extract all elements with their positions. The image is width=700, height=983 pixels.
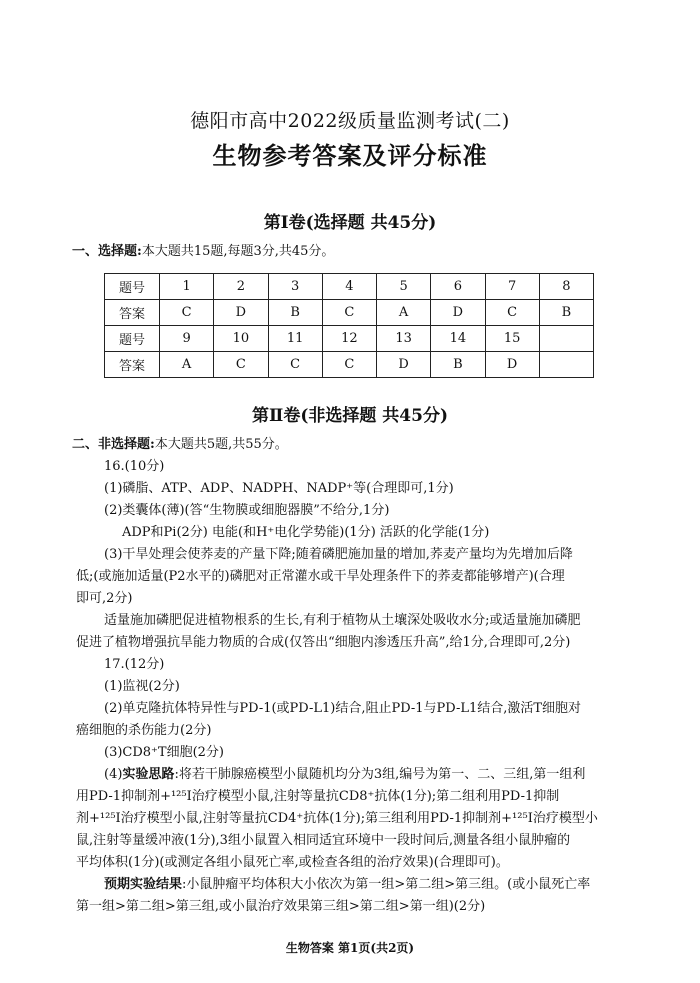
table-cell: C	[322, 300, 376, 326]
table-cell	[539, 352, 593, 378]
q17-title: 17.(12分)	[104, 657, 165, 672]
part2-intro-label: 二、非选择题:	[72, 437, 155, 452]
part2-intro	[72, 437, 288, 453]
q16-answer-3-line2: 低;(或施加适量(P2水平的)磷肥对正常灌水或干旱处理条件下的荞麦都能够增产)(合理	[76, 569, 565, 584]
q16-answer-3-line3: 即可,2分)	[76, 591, 133, 606]
table-row	[105, 300, 594, 326]
table-row-label: 答案	[105, 300, 160, 326]
part1-intro-label: 一、选择题:	[72, 244, 142, 259]
table-cell: C	[485, 300, 539, 326]
table-cell: 8	[539, 274, 593, 300]
q17-result-text: :小鼠肿瘤平均体积大小依次为第一组>第二组>第三组。(或小鼠死亡率	[182, 877, 591, 892]
table-cell: B	[539, 300, 593, 326]
q17-result-line1	[104, 877, 590, 893]
q17-answer-4-line1	[104, 767, 585, 783]
q17-answer-4-prefix: (4)	[104, 767, 123, 782]
table-cell: 12	[322, 326, 376, 352]
table-cell: 2	[214, 274, 268, 300]
table-cell: 6	[431, 274, 485, 300]
table-cell: 9	[160, 326, 214, 352]
q17-answer-3: (3)CD8⁺T细胞(2分)	[104, 745, 225, 760]
table-cell: D	[214, 300, 268, 326]
table-cell: B	[268, 300, 322, 326]
q16-answer-3-line4: 适量施加磷肥促进植物根系的生长,有利于植物从土壤深处吸收水分;或适量施加磷肥	[104, 613, 581, 628]
table-cell: 13	[377, 326, 431, 352]
q16-answer-2: (2)类囊体(薄)(答“生物膜或细胞器膜”不给分,1分)	[104, 503, 390, 518]
q17-answer-4-line2: 用PD-1抑制剂+¹²⁵I治疗模型小鼠,注射等量抗CD8⁺抗体(1分);第二组利用PD-1抑制	[76, 789, 560, 804]
table-cell	[539, 326, 593, 352]
q17-answer-1: (1)监视(2分)	[104, 679, 180, 694]
table-cell: 10	[214, 326, 268, 352]
table-cell: C	[268, 352, 322, 378]
q17-answer-4-line3: 剂+¹²⁵I治疗模型小鼠,注射等量抗CD4⁺抗体(1分);第三组利用PD-1抑制剂+¹²⁵I治疗模型小	[76, 811, 598, 826]
table-row-label: 答案	[105, 352, 160, 378]
q17-answer-2-line1: (2)单克隆抗体特异性与PD-1(或PD-L1)结合,阻止PD-1与PD-L1结合,激活T细胞对	[104, 701, 582, 716]
table-cell: C	[214, 352, 268, 378]
part2-heading: 第Ⅱ卷(非选择题 共45分)	[252, 406, 448, 426]
q17-result-line2: 第一组>第二组>第三组,或小鼠治疗效果第三组>第二组>第一组)(2分)	[76, 899, 486, 914]
table-row-label: 题号	[105, 326, 160, 352]
table-cell: 4	[322, 274, 376, 300]
q16-title: 16.(10分)	[104, 459, 165, 474]
table-cell: 3	[268, 274, 322, 300]
table-cell: 11	[268, 326, 322, 352]
table-cell: D	[485, 352, 539, 378]
table-cell: A	[160, 352, 214, 378]
q17-answer-2-line2: 癌细胞的杀伤能力(2分)	[76, 723, 212, 738]
table-cell: 1	[160, 274, 214, 300]
part1-intro-text: 本大题共15题,每题3分,共45分。	[141, 244, 335, 259]
q17-result-label: 预期实验结果	[104, 877, 183, 892]
table-row	[105, 352, 594, 378]
exam-title: 德阳市高中2022级质量监测考试(二)	[190, 110, 510, 132]
part2-intro-text: 本大题共5题,共55分。	[154, 437, 288, 452]
answer-table	[104, 273, 594, 378]
q17-answer-4-line4: 鼠,注射等量缓冲液(1分),3组小鼠置入相同适宜环境中一段时间后,测量各组小鼠肿瘤的	[76, 833, 571, 848]
table-cell: A	[377, 300, 431, 326]
q16-answer-1: (1)磷脂、ATP、ADP、NADPH、NADP⁺等(合理即可,1分)	[104, 481, 454, 496]
table-cell: 15	[485, 326, 539, 352]
table-cell: 14	[431, 326, 485, 352]
q16-answer-3-line5: 促进了植物增强抗旱能力物质的合成(仅答出“细胞内渗透压升高”,给1分,合理即可,2分)	[76, 635, 571, 650]
table-row	[105, 274, 594, 300]
part1-heading: 第Ⅰ卷(选择题 共45分)	[263, 213, 437, 233]
table-cell: B	[431, 352, 485, 378]
table-row	[105, 326, 594, 352]
q17-answer-4-text: :将若干肺腺癌模型小鼠随机均分为3组,编号为第一、二、三组,第一组利	[174, 767, 586, 782]
table-row-label: 题号	[105, 274, 160, 300]
document-title: 生物参考答案及评分标准	[212, 142, 488, 170]
table-cell: D	[377, 352, 431, 378]
table-cell: C	[160, 300, 214, 326]
table-cell: D	[431, 300, 485, 326]
q16-answer-3-line1: (3)干旱处理会使荞麦的产量下降;随着磷肥施加量的增加,荞麦产量均为先增加后降	[104, 547, 573, 562]
table-cell: 5	[377, 274, 431, 300]
part1-intro	[72, 244, 334, 260]
table-cell: 7	[485, 274, 539, 300]
q17-answer-4-line5: 平均体积(1分)(或测定各组小鼠死亡率,或检查各组的治疗效果)(合理即可)。	[76, 855, 509, 870]
page-footer: 生物答案 第1页(共2页)	[285, 941, 415, 955]
q17-experiment-label: 实验思路	[122, 767, 175, 782]
table-cell: C	[322, 352, 376, 378]
q16-answer-2b: ADP和Pi(2分) 电能(和H⁺电化学势能)(1分) 活跃的化学能(1分)	[122, 525, 490, 540]
